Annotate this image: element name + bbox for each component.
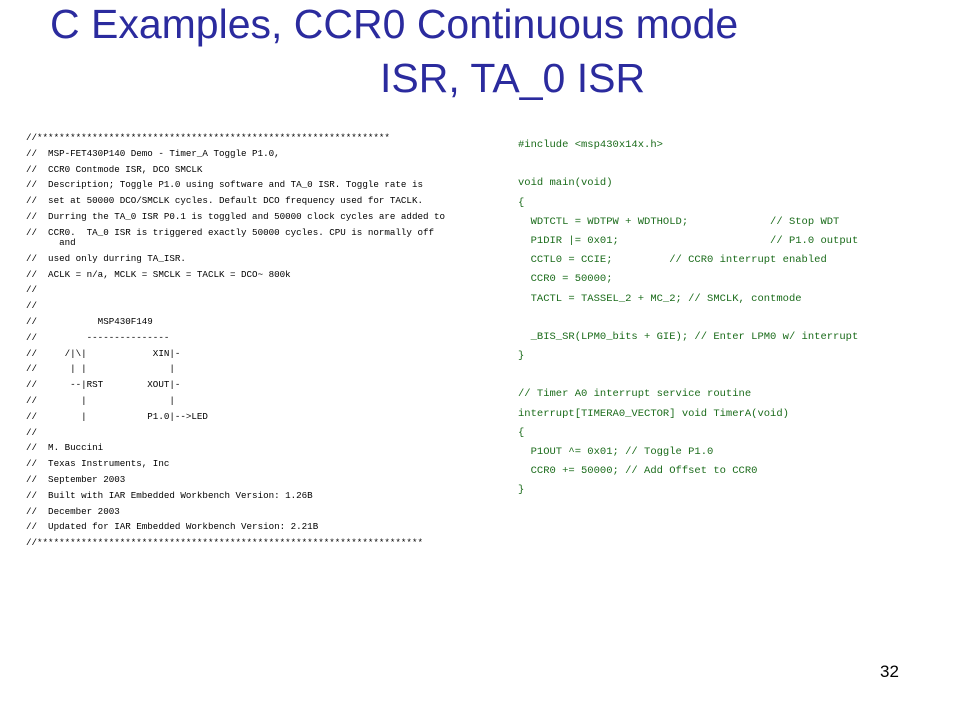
comment-line: // CCR0 Contmode ISR, DCO SMCLK <box>26 163 203 175</box>
slide-title-line-2: ISR, TA_0 ISR <box>380 55 646 101</box>
comment-line: // <box>26 300 38 312</box>
comment-line: // MSP430F149 <box>26 315 153 327</box>
code-line: } <box>518 350 525 363</box>
comment-line: // M. Buccini <box>26 442 104 454</box>
code-line: { <box>518 196 525 209</box>
code-line <box>518 155 958 174</box>
slide-title-line-1: C Examples, CCR0 Continuous mode <box>50 1 739 47</box>
code-line: WDTCTL = WDTPW + WDTHOLD; // Stop WDT <box>518 215 840 228</box>
comment-line: // MSP-FET430P140 Demo - Timer_A Toggle P1.0, <box>26 147 280 159</box>
code-line: CCTL0 = CCIE; // CCR0 interrupt enabled <box>518 254 827 267</box>
comment-line: // <box>26 426 38 438</box>
comment-line: // used only durring TA_ISR. <box>26 252 186 264</box>
comment-line: // December 2003 <box>26 505 120 517</box>
comment-line: // Description; Toggle P1.0 using software and TA_0 ISR. Toggle rate is <box>26 179 423 191</box>
comment-line: // Durring the TA_0 ISR P0.1 is toggled and 50000 clock cycles are added to <box>26 210 446 222</box>
code-line <box>518 309 958 328</box>
code-line: _BIS_SR(LPM0_bits + GIE); // Enter LPM0 w/ interrupt <box>518 330 859 343</box>
page-number: 32 <box>880 662 899 681</box>
comment-line: // | | | <box>26 363 175 375</box>
comment-line: // Updated for IAR Embedded Workbench Version: 2.21B <box>26 521 319 533</box>
comment-line: // CCR0. TA_0 ISR is triggered exactly 50000 cycles. CPU is normally off and <box>26 226 434 248</box>
comment-line: // <box>26 284 38 296</box>
comment-line: // | P1.0|-->LED <box>26 410 208 422</box>
code-line: TACTL = TASSEL_2 + MC_2; // SMCLK, contmode <box>518 292 802 305</box>
comment-line: // | | <box>26 394 175 406</box>
comment-line: // set at 50000 DCO/SMCLK cycles. Default DCO frequency used for TACLK. <box>26 195 423 207</box>
code-line: interrupt[TIMERA0_VECTOR] void TimerA(void) <box>518 407 789 420</box>
comment-line: // September 2003 <box>26 473 126 485</box>
code-line: } <box>518 484 525 497</box>
code-line: // Timer A0 interrupt service routine <box>518 388 752 401</box>
comment-line: //**************************************************************** <box>26 132 390 143</box>
c-source-code-block <box>518 136 958 501</box>
code-line <box>518 366 958 385</box>
code-line: CCR0 = 50000; <box>518 273 613 286</box>
comment-line: //********************************************************************** <box>26 537 423 549</box>
comment-line: // Texas Instruments, Inc <box>26 458 170 470</box>
comment-line: // --------------- <box>26 331 170 343</box>
code-line: void main(void) <box>518 177 613 190</box>
comment-line: // /|\| XIN|- <box>26 347 181 359</box>
header-comment-block <box>26 130 502 551</box>
comment-line: // Built with IAR Embedded Workbench Version: 1.26B <box>26 489 313 501</box>
comment-line: // --|RST XOUT|- <box>26 379 181 391</box>
code-line: P1OUT ^= 0x01; // Toggle P1.0 <box>518 446 714 458</box>
code-line: CCR0 += 50000; // Add Offset to CCR0 <box>518 465 758 478</box>
code-line: #include <msp430x14x.h> <box>518 139 663 151</box>
code-line: { <box>518 426 525 439</box>
code-line: P1DIR |= 0x01; // P1.0 output <box>518 234 859 247</box>
comment-line: // ACLK = n/a, MCLK = SMCLK = TACLK = DCO~ 800k <box>26 268 291 280</box>
